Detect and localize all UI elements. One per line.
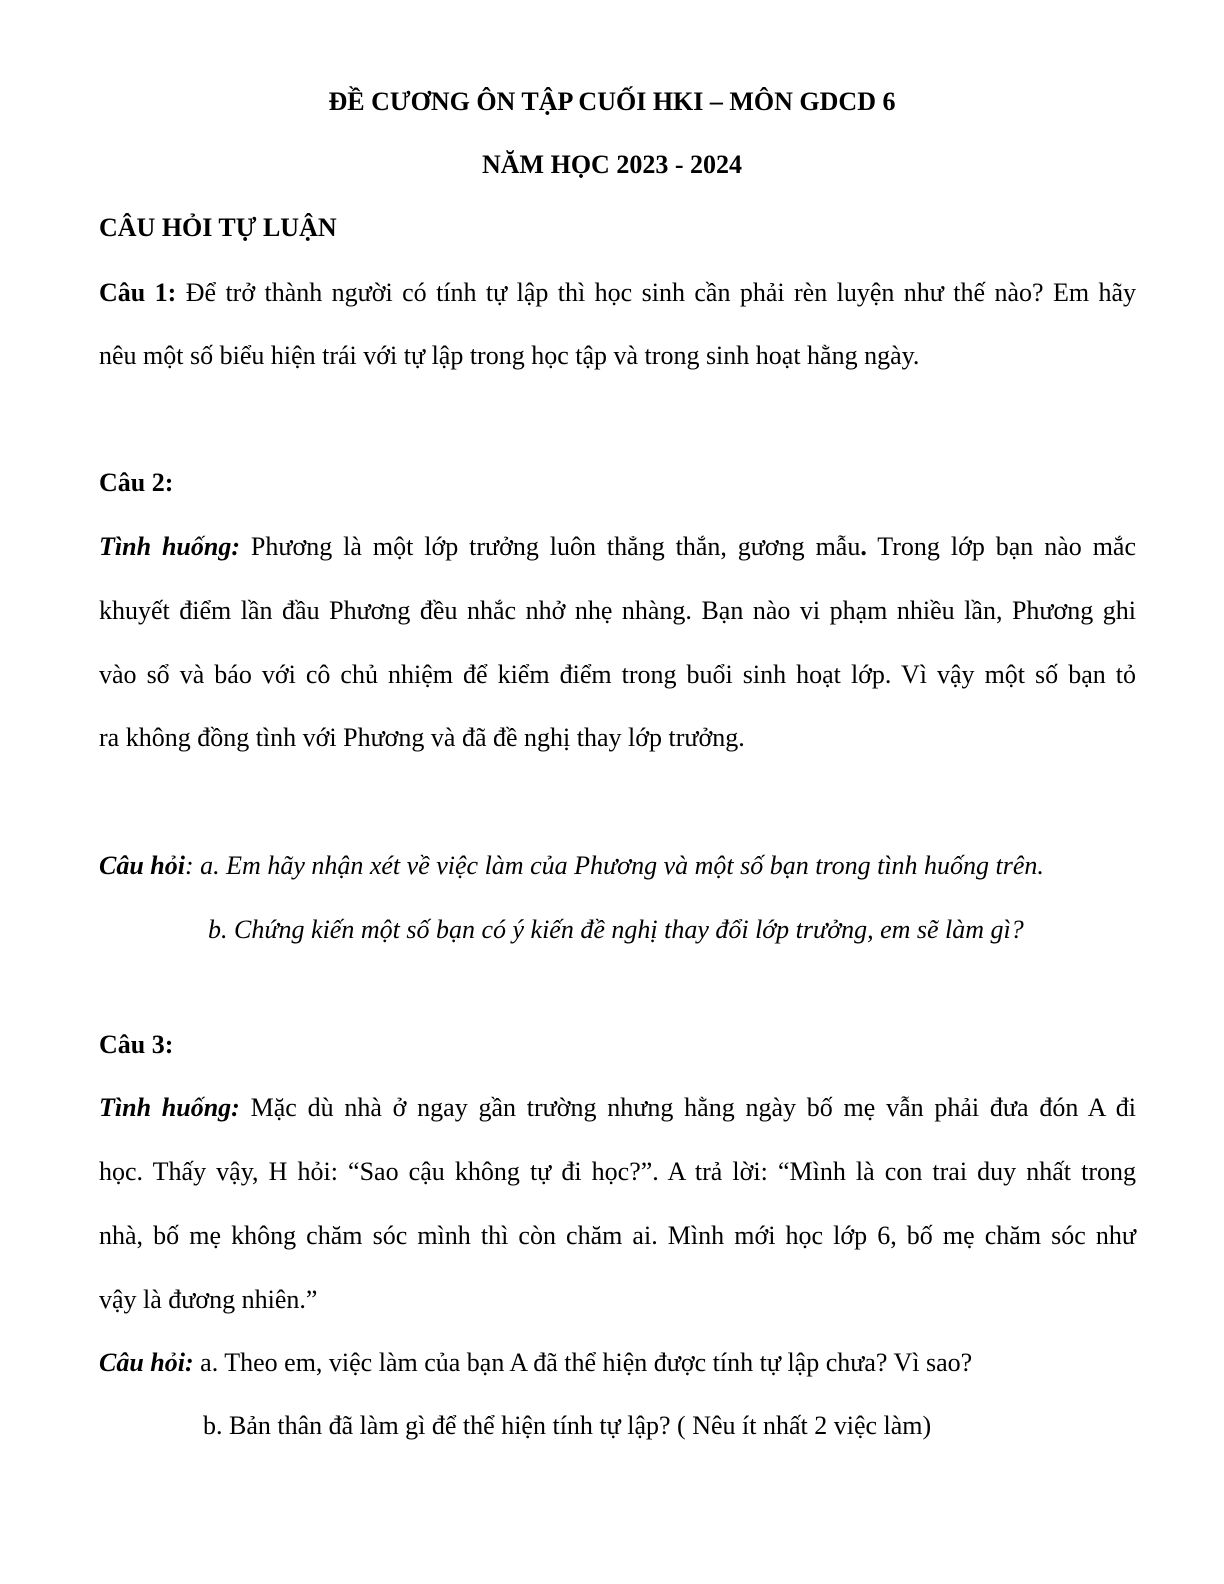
q3-question-a-text: a. Theo em, việc làm của bạn A đã thể hiện được tính tự lập chưa? Vì sao?	[193, 1348, 973, 1377]
q2-question-a-text: : a. Em hãy nhận xét về việc làm của Phương và một số bạn trong tình huống trên.	[185, 851, 1044, 880]
q1-line-1	[99, 277, 1136, 309]
q2-situation-line-4: ra không đồng tình với Phương và đã đề nghị thay lớp trưởng.	[99, 723, 745, 752]
q2-question-a	[99, 850, 1136, 882]
q2-situation-text-1: Phương là một lớp trưởng luôn thẳng thắn, gương mẫu	[240, 532, 861, 561]
q3-label: Câu 3:	[99, 1030, 174, 1059]
q2-bold-period: .	[860, 532, 867, 561]
q2-situation-line-1	[99, 531, 1136, 563]
q1-line-2: nêu một số biểu hiện trái với tự lập trong học tập và trong sinh hoạt hằng ngày.	[99, 341, 920, 370]
q2-situation-text-1-end: Trong lớp bạn nào mắc	[866, 532, 1136, 561]
q2-question-label: Câu hỏi	[99, 851, 185, 880]
q3-question-b: b. Bản thân đã làm gì để thể hiện tính tự lập? ( Nêu ít nhất 2 việc làm)	[203, 1411, 932, 1440]
section-title: CÂU HỎI TỰ LUẬN	[99, 213, 337, 242]
q2-situation-line-3: vào sổ và báo với cô chủ nhiệm để kiểm điểm trong buổi sinh hoạt lớp. Vì vậy một số bạn tỏ	[99, 660, 1136, 689]
q3-situation-line-2: học. Thấy vậy, H hỏi: “Sao cậu không tự đi học?”. A trả lời: “Mình là con trai duy nhất trong	[99, 1157, 1136, 1186]
q3-situation-label: Tình huống:	[99, 1093, 240, 1122]
q3-situation-line-3: nhà, bố mẹ không chăm sóc mình thì còn chăm ai. Mình mới học lớp 6, bố mẹ chăm sóc như	[99, 1221, 1136, 1250]
q1-text-1: Để trở thành người có tính tự lập thì học sinh cần phải rèn luyện như thế nào? Em hãy	[176, 278, 1136, 307]
q3-question-label: Câu hỏi:	[99, 1348, 194, 1377]
q3-situation-line-4: vậy là đương nhiên.”	[99, 1285, 318, 1314]
q3-situation-text-1: Mặc dù nhà ở ngay gần trường nhưng hằng ngày bố mẹ vẫn phải đưa đón A đi	[239, 1093, 1136, 1122]
document-title: ĐỀ CƯƠNG ÔN TẬP CUỐI HKI – MÔN GDCD 6	[328, 87, 896, 116]
school-year: NĂM HỌC 2023 - 2024	[482, 150, 742, 179]
q3-question-a	[99, 1347, 1136, 1379]
q2-situation-label: Tình huống:	[99, 532, 240, 561]
q1-label: Câu 1:	[99, 278, 177, 307]
q2-question-b: b. Chứng kiến một số bạn có ý kiến đề nghị thay đổi lớp trưởng, em sẽ làm gì?	[208, 915, 1024, 944]
q3-situation-line-1	[99, 1092, 1136, 1124]
q2-situation-line-2: khuyết điểm lần đầu Phương đều nhắc nhở nhẹ nhàng. Bạn nào vi phạm nhiều lần, Phương ghi	[99, 596, 1136, 625]
q2-label: Câu 2:	[99, 468, 174, 497]
